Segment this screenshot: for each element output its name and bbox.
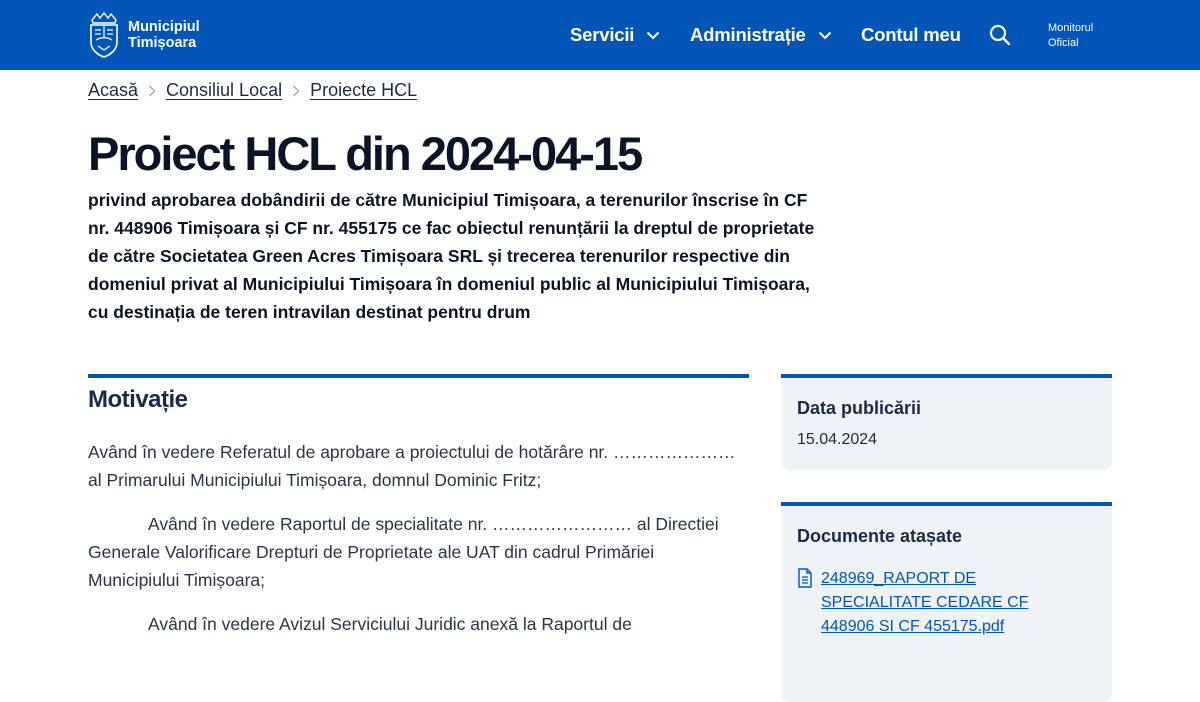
logo-line-1: Municipiul (128, 19, 200, 35)
publication-date-value: 15.04.2024 (797, 431, 878, 448)
crest-logo-icon (88, 12, 120, 58)
monitor-line-2: Oficial (1048, 37, 1079, 49)
logo-text (128, 19, 200, 51)
chevron-down-icon (818, 31, 832, 40)
top-navigation-bar (0, 0, 1200, 70)
document-link[interactable] (797, 567, 1096, 639)
nav-administratie-label: Administrație (690, 24, 806, 45)
search-icon[interactable] (989, 24, 1011, 46)
page-title: Proiect HCL din 2024-04-15 (88, 127, 642, 180)
breadcrumb-acasa[interactable]: Acasă (88, 80, 139, 100)
motivatie-heading: Motivație (88, 386, 188, 413)
nav-servicii[interactable] (570, 24, 660, 46)
motivatie-section (88, 374, 749, 638)
publication-date-heading: Data publicării (797, 398, 922, 418)
chevron-right-icon (292, 85, 300, 97)
nav-contul-meu-label: Contul meu (861, 24, 961, 45)
chevron-right-icon (148, 85, 156, 97)
breadcrumb-proiecte-hcl[interactable]: Proiecte HCL (310, 80, 418, 100)
monitor-line-1: Monitorul (1048, 22, 1094, 34)
site-logo[interactable] (88, 12, 200, 58)
motivatie-paragraph: Având în vedere Raportul de specialitate nr. …………………… al Directiei Generale Valorificare Drepturi de Proprietate ale UAT din cadrul Primăriei Municipiului Timișoara; (88, 514, 719, 590)
nav-servicii-label: Servicii (570, 24, 635, 45)
nav-administratie[interactable] (690, 24, 832, 46)
page-subtitle: privind aprobarea dobândirii de către Municipiul Timișoara, a terenurilor înscrise în CF nr. 448906 Timișoara și CF nr. 455175 ce fac obiectul renunțării la dreptul de proprietate de către Societatea Green Acres Timișoara SRL și trecerea terenurilor respective din domeniul privat al Municipiului Timișoara în domeniul public al Municipiului Timișoara, cu destinația de teren intravilan destinat pentru drum (88, 190, 815, 322)
chevron-down-icon (646, 31, 660, 40)
motivatie-paragraph: Având în vedere Referatul de aprobare a proiectului de hotărâre nr. ………………… al Primarului Municipiului Timișoara, domnul Dominic Fritz; (88, 442, 736, 490)
breadcrumb-consiliul-local[interactable]: Consiliul Local (166, 80, 283, 100)
monitorul-oficial-link[interactable] (1048, 21, 1093, 51)
motivatie-paragraph: Având în vedere Avizul Serviciului Juridic anexă la Raportul de (148, 614, 632, 634)
nav-contul-meu[interactable] (861, 24, 961, 46)
file-document-icon (797, 568, 813, 588)
attached-documents-heading: Documente atașate (797, 526, 963, 546)
logo-line-2: Timișoara (128, 35, 197, 51)
breadcrumb (88, 80, 417, 101)
attached-documents-card (781, 502, 1112, 702)
publication-date-card (781, 374, 1112, 470)
document-link-label: 248969_RAPORT DE SPECIALITATE CEDARE CF 448906 SI CF 455175.pdf (821, 570, 1029, 635)
